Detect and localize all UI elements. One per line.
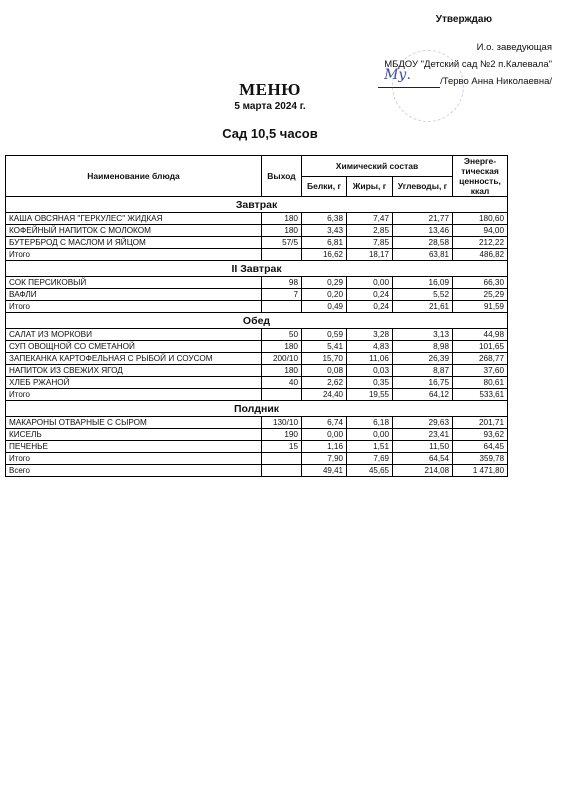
dish-carbs: 28,58: [393, 237, 453, 249]
header-output: Выход: [262, 156, 302, 197]
dish-protein: 6,38: [302, 213, 347, 225]
table-row: [6, 213, 508, 225]
dish-name: ВАФЛИ: [6, 289, 262, 301]
dish-energy: 37,60: [453, 365, 508, 377]
table-row: [6, 225, 508, 237]
dish-energy: 101,65: [453, 341, 508, 353]
total-fat: 7,69: [347, 453, 393, 465]
dish-output: 180: [262, 213, 302, 225]
dish-name: МАКАРОНЫ ОТВАРНЫЕ С СЫРОМ: [6, 417, 262, 429]
menu-date: 5 марта 2024 г.: [234, 101, 306, 112]
dish-protein: 0,59: [302, 329, 347, 341]
table-row: [6, 289, 508, 301]
total-carbs: 64,12: [393, 389, 453, 401]
total-carbs: 63,81: [393, 249, 453, 261]
dish-output: 180: [262, 225, 302, 237]
dish-name: ЗАПЕКАНКА КАРТОФЕЛЬНАЯ С РЫБОЙ И СОУСОМ: [6, 353, 262, 365]
dish-protein: 6,81: [302, 237, 347, 249]
table-row: [6, 341, 508, 353]
dish-name: СОК ПЕРСИКОВЫЙ: [6, 277, 262, 289]
total-row: [6, 249, 508, 261]
total-energy: 359,78: [453, 453, 508, 465]
total-protein: 7,90: [302, 453, 347, 465]
section-row: [6, 261, 508, 277]
dish-energy: 201,71: [453, 417, 508, 429]
dish-output: 180: [262, 365, 302, 377]
dish-fat: 0,24: [347, 289, 393, 301]
table-row: [6, 353, 508, 365]
section-title: II Завтрак: [6, 261, 508, 277]
grand-total-label: Всего: [6, 465, 262, 477]
header-fat: Жиры, г: [347, 176, 393, 197]
dish-energy: 64,45: [453, 441, 508, 453]
dish-fat: 0,00: [347, 429, 393, 441]
dish-protein: 0,00: [302, 429, 347, 441]
total-protein: 16,62: [302, 249, 347, 261]
dish-carbs: 21,77: [393, 213, 453, 225]
total-fat: 19,55: [347, 389, 393, 401]
dish-carbs: 16,75: [393, 377, 453, 389]
total-label: Итого: [6, 389, 262, 401]
dish-fat: 2,85: [347, 225, 393, 237]
table-row: [6, 417, 508, 429]
section-row: [6, 313, 508, 329]
table-row: [6, 441, 508, 453]
dish-protein: 0,20: [302, 289, 347, 301]
header-energy: Энерге-тическая ценность, ккал: [453, 156, 508, 197]
dish-output: 57/5: [262, 237, 302, 249]
dish-fat: 6,18: [347, 417, 393, 429]
section-title: Полдник: [6, 401, 508, 417]
dish-fat: 0,00: [347, 277, 393, 289]
total-protein: 0,49: [302, 301, 347, 313]
dish-protein: 0,29: [302, 277, 347, 289]
grand-total-row: [6, 465, 508, 477]
total-energy: 486,82: [453, 249, 508, 261]
dish-fat: 4,83: [347, 341, 393, 353]
dish-output: 190: [262, 429, 302, 441]
approval-position: И.о. заведующая: [476, 42, 552, 53]
dish-energy: 93,62: [453, 429, 508, 441]
dish-energy: 80,61: [453, 377, 508, 389]
dish-name: КАША ОВСЯНАЯ "ГЕРКУЛЕС" ЖИДКАЯ: [6, 213, 262, 225]
dish-energy: 268,77: [453, 353, 508, 365]
dish-protein: 6,74: [302, 417, 347, 429]
section-row: [6, 197, 508, 213]
dish-output: 98: [262, 277, 302, 289]
dish-carbs: 13,46: [393, 225, 453, 237]
total-protein: 24,40: [302, 389, 347, 401]
total-output: [262, 453, 302, 465]
total-energy: 533,61: [453, 389, 508, 401]
dish-name: КИСЕЛЬ: [6, 429, 262, 441]
dish-energy: 180,60: [453, 213, 508, 225]
dish-carbs: 3,13: [393, 329, 453, 341]
total-energy: 91,59: [453, 301, 508, 313]
dish-output: 180: [262, 341, 302, 353]
table-row: [6, 429, 508, 441]
dish-carbs: 26,39: [393, 353, 453, 365]
dish-name: САЛАТ ИЗ МОРКОВИ: [6, 329, 262, 341]
approval-signature-name: /Терво Анна Николаевна/: [440, 76, 552, 87]
dish-protein: 5,41: [302, 341, 347, 353]
grand-total-energy: 1 471,80: [453, 465, 508, 477]
dish-carbs: 8,87: [393, 365, 453, 377]
dish-output: 40: [262, 377, 302, 389]
total-carbs: 64,54: [393, 453, 453, 465]
dish-carbs: 29,63: [393, 417, 453, 429]
menu-table: [5, 155, 508, 477]
dish-fat: 3,28: [347, 329, 393, 341]
dish-name: СУП ОВОЩНОЙ СО СМЕТАНОЙ: [6, 341, 262, 353]
header-protein: Белки, г: [302, 176, 347, 197]
dish-output: 130/10: [262, 417, 302, 429]
total-output: [262, 301, 302, 313]
approval-organization: МБДОУ "Детский сад №2 п.Калевала": [384, 59, 552, 70]
total-carbs: 21,61: [393, 301, 453, 313]
dish-carbs: 5,52: [393, 289, 453, 301]
total-output: [262, 249, 302, 261]
table-row: [6, 237, 508, 249]
section-title: Обед: [6, 313, 508, 329]
dish-energy: 44,98: [453, 329, 508, 341]
dish-energy: 25,29: [453, 289, 508, 301]
signature-mark: Му.: [384, 67, 411, 83]
dish-energy: 66,30: [453, 277, 508, 289]
table-row: [6, 329, 508, 341]
section-row: [6, 401, 508, 417]
dish-carbs: 11,50: [393, 441, 453, 453]
dish-protein: 0,08: [302, 365, 347, 377]
table-row: [6, 365, 508, 377]
dish-output: 15: [262, 441, 302, 453]
dish-fat: 0,03: [347, 365, 393, 377]
dish-fat: 1,51: [347, 441, 393, 453]
grand-total-carbs: 214,08: [393, 465, 453, 477]
grand-total-fat: 45,65: [347, 465, 393, 477]
dish-name: ХЛЕБ РЖАНОЙ: [6, 377, 262, 389]
dish-energy: 94,00: [453, 225, 508, 237]
dish-energy: 212,22: [453, 237, 508, 249]
total-row: [6, 389, 508, 401]
header-dish: Наименование блюда: [6, 156, 262, 197]
approval-heading: Утверждаю: [435, 14, 492, 25]
header-carbs: Углеводы, г: [393, 176, 453, 197]
dish-name: КОФЕЙНЫЙ НАПИТОК С МОЛОКОМ: [6, 225, 262, 237]
dish-protein: 1,16: [302, 441, 347, 453]
group-name: Сад 10,5 часов: [222, 126, 318, 141]
total-output: [262, 389, 302, 401]
dish-output: 7: [262, 289, 302, 301]
dish-carbs: 8,98: [393, 341, 453, 353]
table-row: [6, 277, 508, 289]
dish-carbs: 23,41: [393, 429, 453, 441]
page-title: МЕНЮ: [239, 80, 301, 99]
dish-output: 50: [262, 329, 302, 341]
dish-protein: 3,43: [302, 225, 347, 237]
dish-fat: 11,06: [347, 353, 393, 365]
header-chem: Химический состав: [302, 156, 453, 177]
dish-protein: 15,70: [302, 353, 347, 365]
section-title: Завтрак: [6, 197, 508, 213]
grand-total-protein: 49,41: [302, 465, 347, 477]
dish-carbs: 16,09: [393, 277, 453, 289]
dish-fat: 7,47: [347, 213, 393, 225]
dish-name: НАПИТОК ИЗ СВЕЖИХ ЯГОД: [6, 365, 262, 377]
table-row: [6, 377, 508, 389]
dish-fat: 7,85: [347, 237, 393, 249]
total-row: [6, 301, 508, 313]
grand-total-output: [262, 465, 302, 477]
total-label: Итого: [6, 249, 262, 261]
total-label: Итого: [6, 453, 262, 465]
dish-output: 200/10: [262, 353, 302, 365]
dish-fat: 0,35: [347, 377, 393, 389]
total-label: Итого: [6, 301, 262, 313]
dish-name: БУТЕРБРОД С МАСЛОМ И ЯЙЦОМ: [6, 237, 262, 249]
dish-protein: 2,62: [302, 377, 347, 389]
total-row: [6, 453, 508, 465]
total-fat: 18,17: [347, 249, 393, 261]
total-fat: 0,24: [347, 301, 393, 313]
dish-name: ПЕЧЕНЬЕ: [6, 441, 262, 453]
